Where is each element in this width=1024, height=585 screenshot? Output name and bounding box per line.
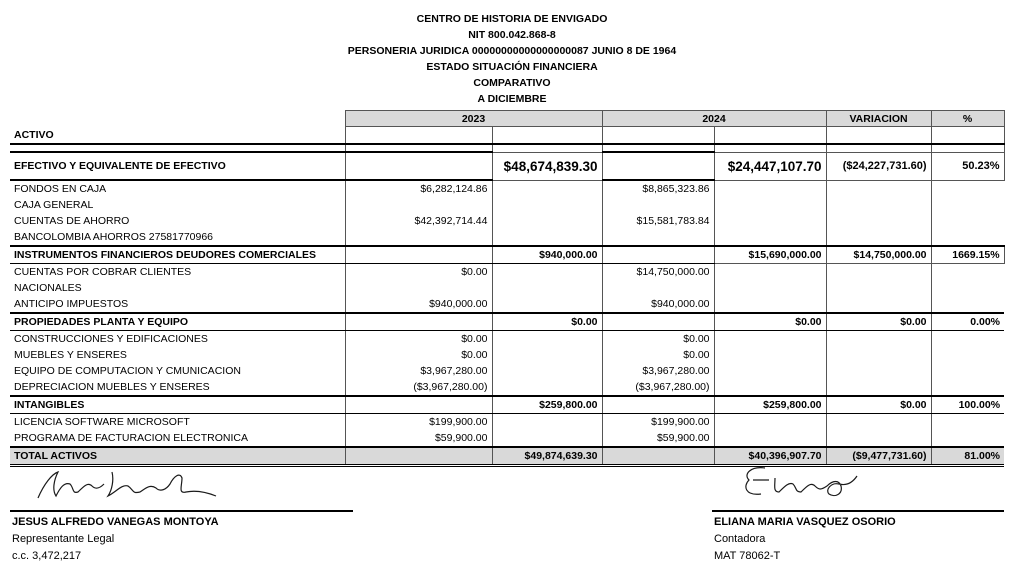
section-variacion: $0.00 [826, 313, 931, 331]
left-signature-line [10, 510, 353, 512]
item-value-2024: $15,581,783.84 [602, 213, 714, 229]
section-total-2023: $0.00 [492, 313, 602, 331]
statement-subtitle: COMPARATIVO [473, 77, 551, 89]
total-variacion: ($9,477,731.60) [826, 447, 931, 466]
company-legal-registration: PERSONERIA JURIDICA 00000000000000000087 JUNIO 8 DE 1964 [347, 45, 677, 57]
table-row [10, 213, 1004, 229]
item-value-2024: $0.00 [602, 347, 714, 363]
table-row [10, 363, 1004, 379]
section-total-2023: $940,000.00 [492, 246, 602, 264]
table-row [10, 331, 1004, 348]
item-value-2024: $940,000.00 [602, 296, 714, 313]
accountant-role: Contadora [714, 533, 766, 545]
section-total-2023: $259,800.00 [492, 396, 602, 414]
item-value-2024: $8,865,323.86 [602, 180, 714, 197]
item-value-2024: $59,900.00 [602, 430, 714, 447]
section-propiedades [10, 313, 1004, 331]
section-variacion: $14,750,000.00 [826, 246, 931, 264]
table-row [10, 280, 1004, 296]
total-pct: 81.00% [931, 447, 1004, 466]
total-2023: $49,874,639.30 [492, 447, 602, 466]
item-label: CUENTAS DE AHORRO [14, 215, 130, 227]
item-value-2023: ($3,967,280.00) [345, 379, 492, 396]
activo-label: ACTIVO [10, 127, 345, 145]
item-label: CUENTAS POR COBRAR CLIENTES [14, 266, 192, 278]
statement-title: ESTADO SITUACIÓN FINANCIERA [426, 61, 598, 73]
section-pct: 0.00% [931, 313, 1004, 331]
section-pct: 1669.15% [931, 246, 1004, 264]
legal-representative-name: JESUS ALFREDO VANEGAS MONTOYA [12, 516, 219, 528]
section-pct: 50.23% [931, 152, 1004, 180]
column-header-pct: % [931, 111, 1004, 127]
item-value-2023: $6,282,124.86 [345, 180, 492, 197]
item-label: FONDOS EN CAJA [14, 183, 107, 195]
section-variacion: ($24,227,731.60) [826, 152, 931, 180]
section-label: INTANGIBLES [10, 396, 345, 414]
legal-representative-id: c.c. 3,472,217 [12, 550, 82, 562]
item-value-2024: ($3,967,280.00) [602, 379, 714, 396]
table-row [10, 414, 1004, 431]
table-row [10, 197, 1004, 213]
item-value-2023: $0.00 [345, 347, 492, 363]
column-header-2024: 2024 [602, 111, 826, 127]
accountant-name: ELIANA MARIA VASQUEZ OSORIO [714, 516, 896, 528]
company-name: CENTRO DE HISTORIA DE ENVIGADO [416, 13, 608, 25]
table-row [10, 379, 1004, 396]
table-row [10, 296, 1004, 313]
section-variacion: $0.00 [826, 396, 931, 414]
item-label: LICENCIA SOFTWARE MICROSOFT [14, 416, 190, 428]
section-total-2024: $15,690,000.00 [714, 246, 826, 264]
item-value-2023: $0.00 [345, 331, 492, 348]
section-total-2024: $259,800.00 [714, 396, 826, 414]
legal-representative-signature [30, 462, 220, 506]
company-nit: NIT 800.042.868-8 [468, 29, 556, 41]
item-label: NACIONALES [14, 282, 82, 294]
item-label: EQUIPO DE COMPUTACION Y CMUNICACION [14, 365, 241, 377]
right-signature-line [712, 510, 1004, 512]
item-value-2024: $14,750,000.00 [602, 264, 714, 281]
accountant-signature [735, 458, 865, 506]
statement-period: A DICIEMBRE [477, 93, 547, 105]
section-pct: 100.00% [931, 396, 1004, 414]
column-header-variacion: VARIACION [826, 111, 931, 127]
legal-representative-role: Representante Legal [12, 533, 115, 545]
table-row [10, 264, 1004, 281]
item-value-2023: $3,967,280.00 [345, 363, 492, 379]
section-efectivo [10, 152, 1004, 180]
section-total-2024: $24,447,107.70 [714, 152, 826, 180]
item-label: DEPRECIACION MUEBLES Y ENSERES [14, 381, 210, 393]
item-label: CAJA GENERAL [14, 199, 94, 211]
section-label: EFECTIVO Y EQUIVALENTE DE EFECTIVO [10, 152, 345, 180]
item-value-2023: $59,900.00 [345, 430, 492, 447]
balance-sheet-table [10, 110, 1005, 467]
item-label: ANTICIPO IMPUESTOS [14, 298, 129, 310]
item-value-2023: $0.00 [345, 264, 492, 281]
item-label: PROGRAMA DE FACTURACION ELECTRONICA [14, 432, 248, 444]
activo-row [10, 127, 1004, 145]
section-label: INSTRUMENTOS FINANCIEROS DEUDORES COMERCIALES [10, 246, 345, 264]
item-label: CONSTRUCCIONES Y EDIFICACIONES [14, 333, 208, 345]
total-label: TOTAL ACTIVOS [10, 447, 345, 466]
item-value-2024: $0.00 [602, 331, 714, 348]
column-header-2023: 2023 [345, 111, 602, 127]
section-intangibles [10, 396, 1004, 414]
column-header-row [10, 111, 1004, 127]
item-value-2023: $42,392,714.44 [345, 213, 492, 229]
section-total-2024: $0.00 [714, 313, 826, 331]
table-row [10, 430, 1004, 447]
section-label: PROPIEDADES PLANTA Y EQUIPO [10, 313, 345, 331]
table-row [10, 229, 1004, 246]
item-label: MUEBLES Y ENSERES [14, 349, 127, 361]
section-total-2023: $48,674,839.30 [492, 152, 602, 180]
item-value-2023: $199,900.00 [345, 414, 492, 431]
total-2024: $40,396,907.70 [714, 447, 826, 466]
item-value-2023: $940,000.00 [345, 296, 492, 313]
item-value-2024: $199,900.00 [602, 414, 714, 431]
item-label: BANCOLOMBIA AHORROS 27581770966 [14, 231, 214, 243]
table-row [10, 347, 1004, 363]
section-instrumentos [10, 246, 1004, 264]
accountant-license: MAT 78062-T [714, 550, 781, 562]
table-row [10, 180, 1004, 197]
item-value-2024: $3,967,280.00 [602, 363, 714, 379]
